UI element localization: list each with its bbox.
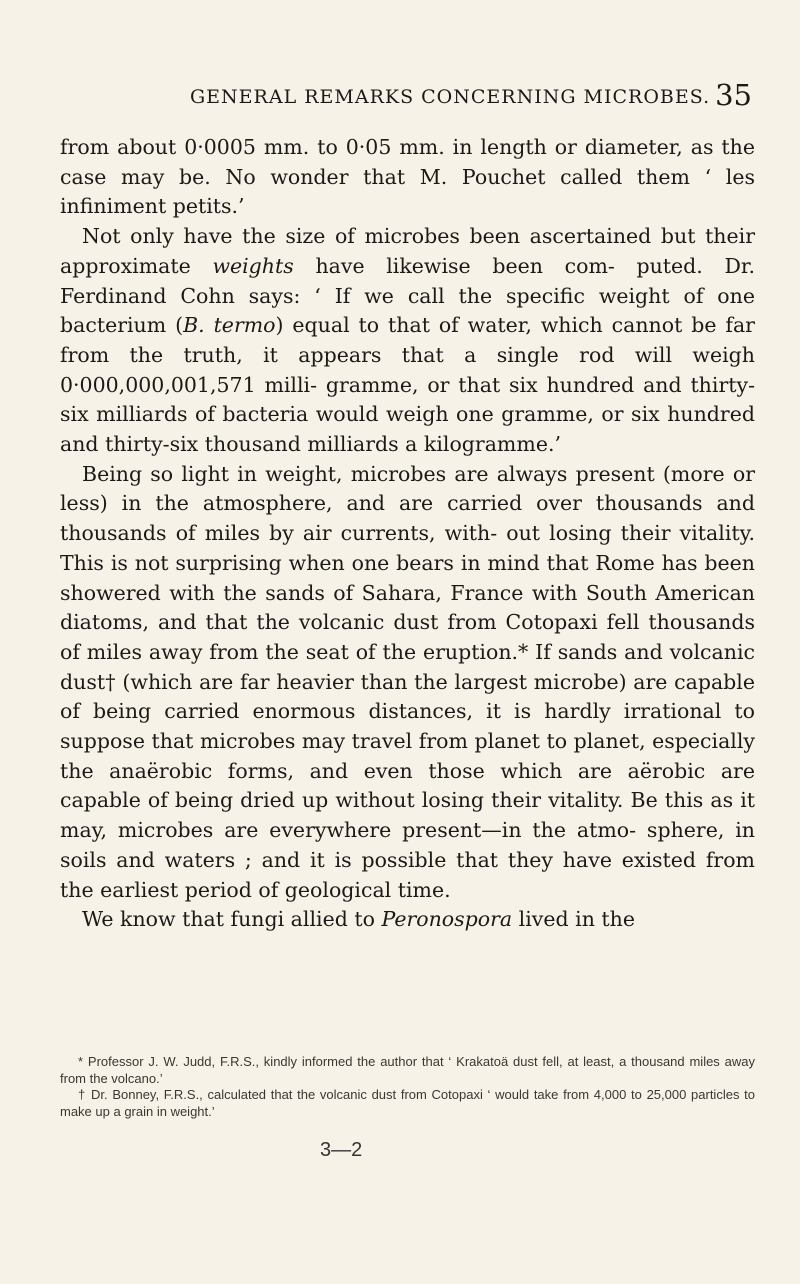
running-head: GENERAL REMARKS CONCERNING MICROBES. [190, 86, 711, 108]
page-header [60, 78, 752, 118]
paragraph-2-italic-weights: weights [212, 253, 294, 278]
paragraph-1: from about 0·0005 mm. to 0·05 mm. in length or diameter, as the case may be. No wonder that M. Pouchet called them ‘ les infiniment petits.’ [60, 135, 755, 219]
footnotes [60, 1054, 755, 1120]
page-number: 35 [715, 78, 752, 112]
paragraph-2-italic-species: B. termo [183, 313, 276, 338]
paragraph-2-text-c: have likewise been com- puted. Dr. Ferdinand Cohn says: ‘ If we call the specific weight of one bacterium ( [60, 253, 755, 338]
body-text [60, 133, 755, 935]
paragraph-4 [60, 905, 755, 935]
paragraph-3: Being so light in weight, microbes are always present (more or less) in the atmosphere, and are carried over thousands and thousands of miles by air currents, with- out losing their vitality. This is not surprising when one bears in mind that Rome has been showered with the sands of Sahara, France with South American diatoms, and that the volcanic dust from Cotopaxi fell thousands of miles away from the seat of the eruption.* If sands and volcanic dust† (which are far heavier than the largest microbe) are capable of being carried enormous distances, it is hardly irrational to suppose that microbes may travel from planet to planet, especially the anaërobic forms, and even those which are aërobic are capable of being dried up without losing their vitality. Be this as it may, microbes are everywhere present—in the atmo- sphere, in soils and waters ; and it is possible that they have existed from the earliest period of geological time. [60, 461, 755, 902]
paragraph-4-text-c: lived in the [512, 907, 635, 932]
paragraph-4-italic-genus: Peronospora [381, 907, 513, 932]
paragraph-2-text-a: Not only have the size of microbes been ascertained but their approximate [60, 224, 755, 278]
paragraph-2-text-e: ) equal to that of water, which cannot be far from the truth, it appears that a single rod will weigh 0·000,000,001,571 milli- gramme, or that six hundred and thirty-six milliards of bacteria would weigh one gramme, or six hundred and thirty-six thousand milliards a kilogramme.’ [60, 313, 755, 457]
paragraph-4-text-a: We know that fungi allied to [82, 907, 382, 932]
signature-mark: 3—2 [320, 1139, 363, 1161]
footnote-2: † Dr. Bonney, F.R.S., calculated that the volcanic dust from Cotopaxi ‘ would take from 4,000 to 25,000 particles to make up a grain in weight.’ [60, 1087, 755, 1119]
paragraph-2 [60, 222, 755, 460]
footnote-1: * Professor J. W. Judd, F.R.S., kindly informed the author that ‘ Krakatoä dust fell, at least, a thousand miles away from the volcano.’ [60, 1054, 755, 1086]
